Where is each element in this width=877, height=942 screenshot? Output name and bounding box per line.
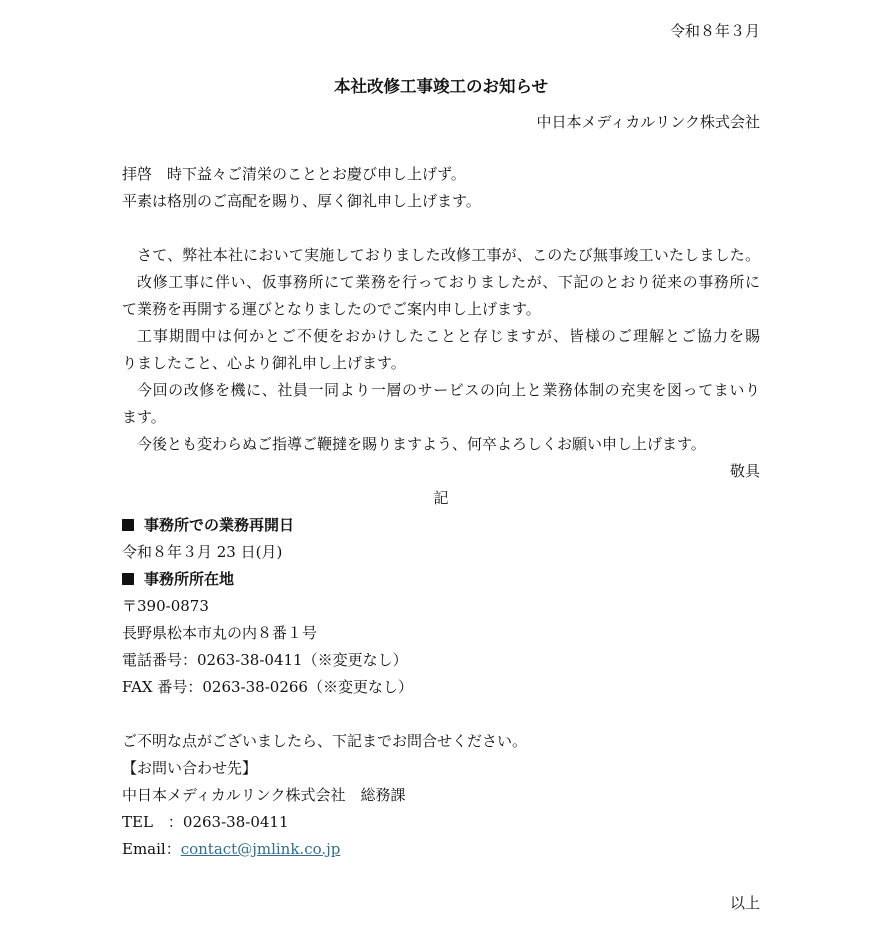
body-line: さて、弊社本社において実施しておりました改修工事が、このたび無事竣工いたしました。 [137, 246, 760, 264]
contact-department: 中日本メディカルリンク株式会社 総務課 [122, 786, 406, 804]
contact-intro: ご不明な点がございましたら、下記までお問合せください。 [122, 732, 528, 750]
section-heading-location [122, 566, 760, 593]
document-title: 本社改修工事竣工のお知らせ [333, 77, 548, 96]
body-line: 今後とも変わらぬご指導ご鞭撻を賜りますよう、何卒よろしくお願い申し上げます。 [137, 435, 706, 453]
closing-keigu: 敬具 [729, 462, 760, 480]
greeting-line: 拝啓 時下益々ご清栄のこととお慶び申し上げず。 [122, 165, 466, 183]
sender-name: 中日本メディカルリンク株式会社 [536, 113, 760, 131]
body-line: 今回の改修を機に、社員一同より一層のサービスの向上と業務体制の充実を図ってまいり [137, 381, 760, 399]
document-page [122, 18, 760, 917]
body-line: て業務を再開する運びとなりましたのでご案内申し上げます。 [122, 300, 541, 318]
body-line: 工事期間中は何かとご不便をおかけしたことと存じますが、皆様のご理解とご協力を賜 [137, 327, 760, 345]
square-bullet-icon [122, 573, 134, 585]
square-bullet-icon [122, 519, 134, 531]
body-line: ます。 [122, 408, 166, 426]
email-label: Email： [122, 840, 181, 858]
contact-label: 【お問い合わせ先】 [122, 759, 258, 777]
greeting-line: 平素は格別のご高配を賜り、厚く御礼申し上げます。 [122, 192, 481, 210]
address: 長野県松本市丸の内８番１号 [122, 624, 318, 642]
heading-text: 事務所所在地 [144, 570, 235, 588]
contact-tel: TEL ：0263-38-0411 [122, 813, 289, 831]
body-line: りましたこと、心より御礼申し上げます。 [122, 354, 406, 372]
document-date: 令和８年３月 [669, 22, 760, 40]
end-mark: 以上 [729, 894, 760, 912]
section-heading-reopen-date [122, 512, 760, 539]
body-line: 改修工事に伴い、仮事務所にて業務を行っておりましたが、下記のとおり従来の事務所に [137, 273, 760, 291]
ki-label: 記 [433, 489, 449, 507]
heading-text: 事務所での業務再開日 [144, 516, 295, 534]
fax-number: FAX 番号：0263-38-0266（※変更なし） [122, 678, 413, 696]
phone-number: 電話番号：0263-38-0411（※変更なし） [122, 651, 408, 669]
contact-email-row [122, 836, 760, 863]
postal-code: 〒390-0873 [122, 597, 209, 615]
reopen-date: 令和８年３月 23 日(月) [122, 543, 283, 561]
email-link[interactable]: contact@jmlink.co.jp [180, 840, 341, 858]
body-text [122, 242, 760, 458]
